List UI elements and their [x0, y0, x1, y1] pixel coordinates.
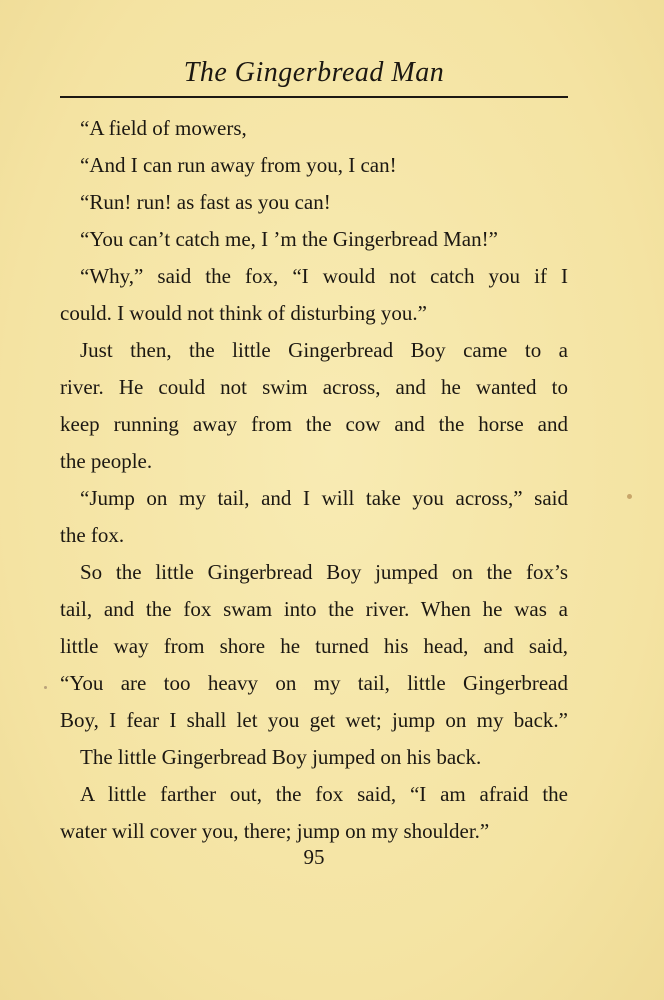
header-rule	[60, 96, 568, 98]
text-line: the people.	[60, 449, 153, 473]
text-line: river. He could not swim across, and he wanted to	[60, 375, 568, 399]
paper-speck	[627, 494, 632, 499]
text-line: Just then, the little Gingerbread Boy came to a	[80, 338, 568, 362]
page-number: 95	[303, 845, 325, 869]
text-line: “And I can run away from you, I can!	[80, 153, 397, 177]
text-line: “You can’t catch me, I ’m the Gingerbread Man!”	[80, 227, 498, 251]
text-line: A little farther out, the fox said, “I am afraid the	[80, 782, 568, 806]
text-line: could. I would not think of disturbing you.”	[60, 301, 427, 325]
text-line: “Run! run! as fast as you can!	[80, 190, 331, 214]
text-line: the fox.	[60, 523, 125, 547]
text-line: “Why,” said the fox, “I would not catch you if I	[80, 264, 568, 288]
paper-speck	[44, 686, 47, 689]
text-line: “You are too heavy on my tail, little Gingerbread	[60, 671, 568, 695]
text-line: Boy, I fear I shall let you get wet; jump on my back.”	[60, 708, 568, 732]
text-line: water will cover you, there; jump on my shoulder.”	[60, 819, 490, 843]
text-line: The little Gingerbread Boy jumped on his back.	[80, 745, 482, 769]
text-line: So the little Gingerbread Boy jumped on the fox’s	[80, 560, 568, 584]
body-text	[60, 110, 568, 850]
running-header: The Gingerbread Man	[183, 57, 445, 88]
text-line: “Jump on my tail, and I will take you across,” said	[80, 486, 568, 510]
text-line: “A field of mowers,	[80, 116, 247, 140]
text-line: tail, and the fox swam into the river. When he was a	[60, 597, 568, 621]
text-line: keep running away from the cow and the horse and	[60, 412, 568, 436]
text-line: little way from shore he turned his head, and said,	[60, 634, 568, 658]
